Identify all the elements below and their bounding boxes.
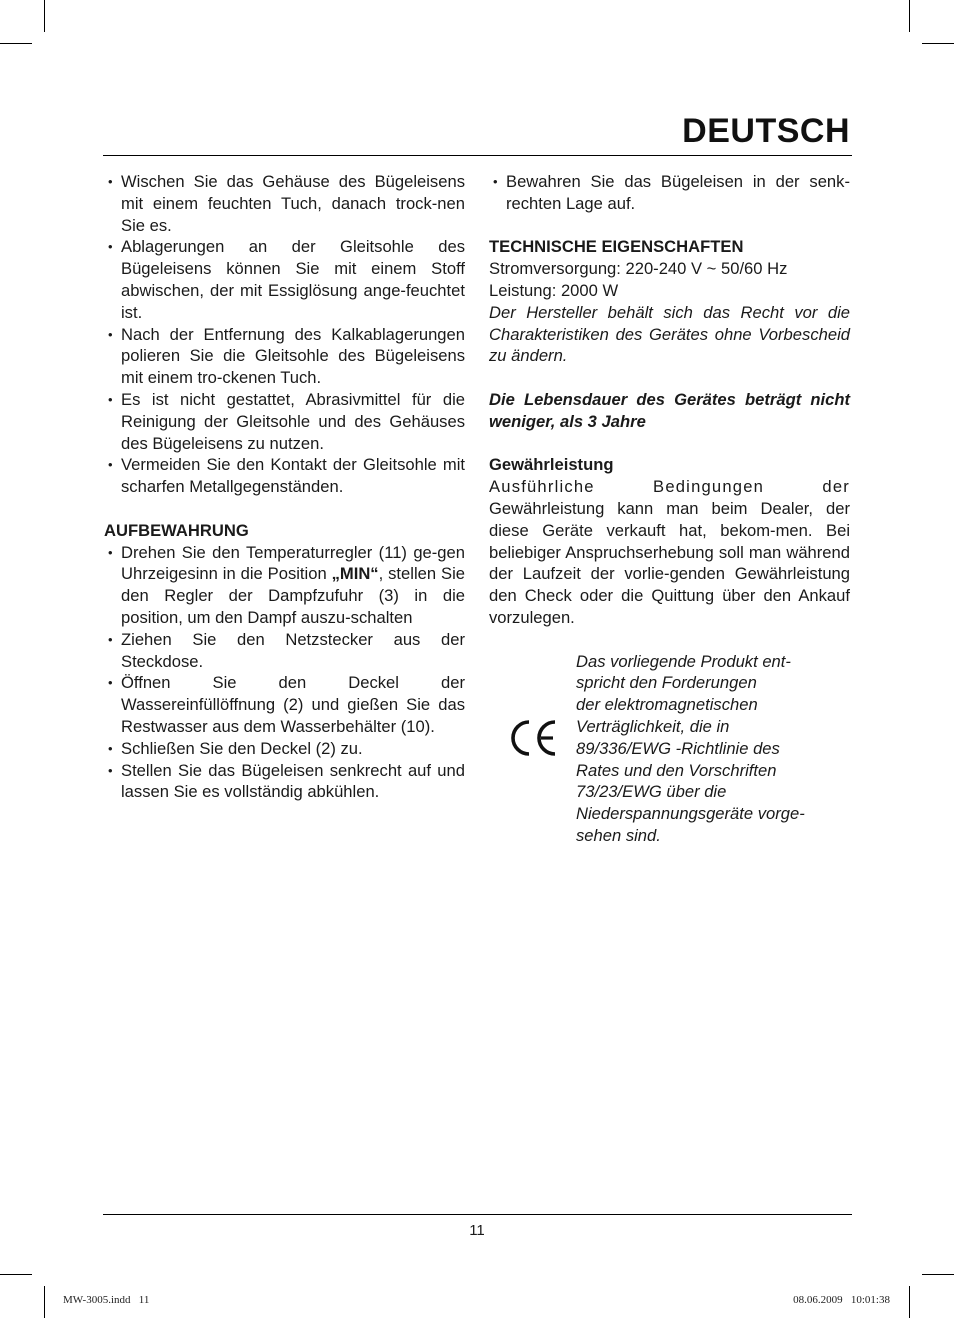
crop-mark bbox=[0, 1274, 32, 1275]
ce-line: Niederspannungsgeräte vorge- bbox=[576, 804, 805, 824]
ce-line: Rates und den Vorschriften bbox=[576, 760, 777, 780]
crop-mark bbox=[0, 43, 32, 44]
ce-line: spricht den Forderungen bbox=[576, 673, 757, 693]
ce-line: sehen sind. bbox=[576, 825, 661, 845]
list-item: • Bewahren Sie das Bügeleisen in der senk-rechten Lage auf. bbox=[489, 171, 850, 215]
list-item: • Wischen Sie das Gehäuse des Bügeleisens mit einem feuchten Tuch, danach trock-nen Sie es. bbox=[104, 171, 465, 236]
list-item: • Nach der Entfernung des Kalkablagerungen polieren Sie die Gleitsohle des Bügeleisens mit einem tro-ckenen Tuch. bbox=[104, 324, 465, 389]
list-item: • Ziehen Sie den Netzstecker aus der Steckdose. bbox=[104, 629, 465, 673]
ce-mark-icon bbox=[507, 719, 559, 757]
list-item: • Schließen Sie den Deckel (2) zu. bbox=[104, 738, 465, 760]
lifetime-note: Die Lebensdauer des Gerätes beträgt nicht weniger, als 3 Jahre bbox=[489, 389, 850, 431]
ce-declaration bbox=[576, 651, 846, 847]
power-spec: Leistung: 2000 W bbox=[489, 280, 619, 300]
ce-line: der elektromagnetischen bbox=[576, 695, 758, 715]
tech-heading: TECHNISCHE EIGENSCHAFTEN bbox=[489, 237, 744, 257]
crop-mark bbox=[922, 43, 954, 44]
footer-rule bbox=[103, 1214, 852, 1215]
care-list bbox=[104, 171, 465, 498]
list-item: • Es ist nicht gestattet, Abrasivmittel für die Reinigung der Gleitsohle und des Gehäuses des Bügeleisens zu nutzen. bbox=[104, 389, 465, 454]
list-item: • Vermeiden Sie den Kontakt der Gleitsohle mit scharfen Metallgegenständen. bbox=[104, 454, 465, 498]
crop-mark bbox=[922, 1274, 954, 1275]
warranty-heading: Gewährleistung bbox=[489, 455, 614, 475]
crop-mark bbox=[44, 1286, 45, 1318]
storage-item-text: , stellen Sie den Regler der Dampfzufuhr (3) in die position, um den Dampf auszu-schalten bbox=[121, 564, 465, 627]
warranty-text: Gewährleistung kann man beim Dealer, der diese Geräte verkauft hat, bekom-men. Bei beliebiger Anspruchserhebung soll man während der Laufzeit der vorlie-genden Gewährleistung den Check oder die Quittung über den Ankauf vorzulegen. bbox=[489, 498, 850, 627]
ce-conformity-block bbox=[489, 651, 850, 851]
list-item: • Stellen Sie das Bügeleisen senkrecht auf und lassen Sie es vollständig abkühlen. bbox=[104, 760, 465, 804]
ce-line: Das vorliegende Produkt ent- bbox=[576, 651, 791, 671]
page-number: 11 bbox=[469, 1222, 485, 1239]
warranty-first-line: Ausführliche Bedingungen der bbox=[489, 477, 850, 497]
ce-line: 89/336/EWG -Richtlinie des bbox=[576, 738, 780, 758]
crop-mark bbox=[909, 0, 910, 32]
power-supply-spec: Stromversorgung: 220-240 V ~ 50/60 Hz bbox=[489, 259, 788, 279]
list-item: • Öffnen Sie den Deckel der Wassereinfüllöffnung (2) und gießen Sie das Restwasser aus dem Wasserbehälter (10). bbox=[104, 672, 465, 737]
min-position-label: „MIN“ bbox=[331, 564, 379, 584]
ce-line: 73/23/EWG über die bbox=[576, 782, 727, 802]
storage-heading: AUFBEWAHRUNG bbox=[104, 520, 249, 540]
date-slug: 08.06.2009 10:01:38 bbox=[793, 1294, 890, 1306]
manufacturer-note: Der Hersteller behält sich das Recht vor die Charakteristiken des Gerätes ohne Vorbescheid zu ändern. bbox=[489, 302, 850, 366]
left-column bbox=[104, 171, 465, 803]
storage-item-text: Drehen Sie den Temperaturregler (11) ge-gen Uhrzeigesinn in die Position bbox=[121, 542, 465, 584]
list-item bbox=[104, 542, 465, 629]
header-rule bbox=[103, 155, 852, 156]
ce-line: Verträglichkeit, die in bbox=[576, 716, 730, 736]
page-language-title: DEUTSCH bbox=[682, 112, 850, 150]
storage-list bbox=[104, 542, 465, 804]
crop-mark bbox=[909, 1286, 910, 1318]
storage-position-list bbox=[489, 171, 850, 215]
crop-mark bbox=[44, 0, 45, 32]
right-column bbox=[489, 171, 850, 851]
file-slug: MW-3005.indd 11 bbox=[63, 1294, 150, 1306]
list-item: • Ablagerungen an der Gleitsohle des Bügeleisens können Sie mit einem Stoff abwischen, der mit Essiglösung ange-feuchtet ist. bbox=[104, 236, 465, 323]
